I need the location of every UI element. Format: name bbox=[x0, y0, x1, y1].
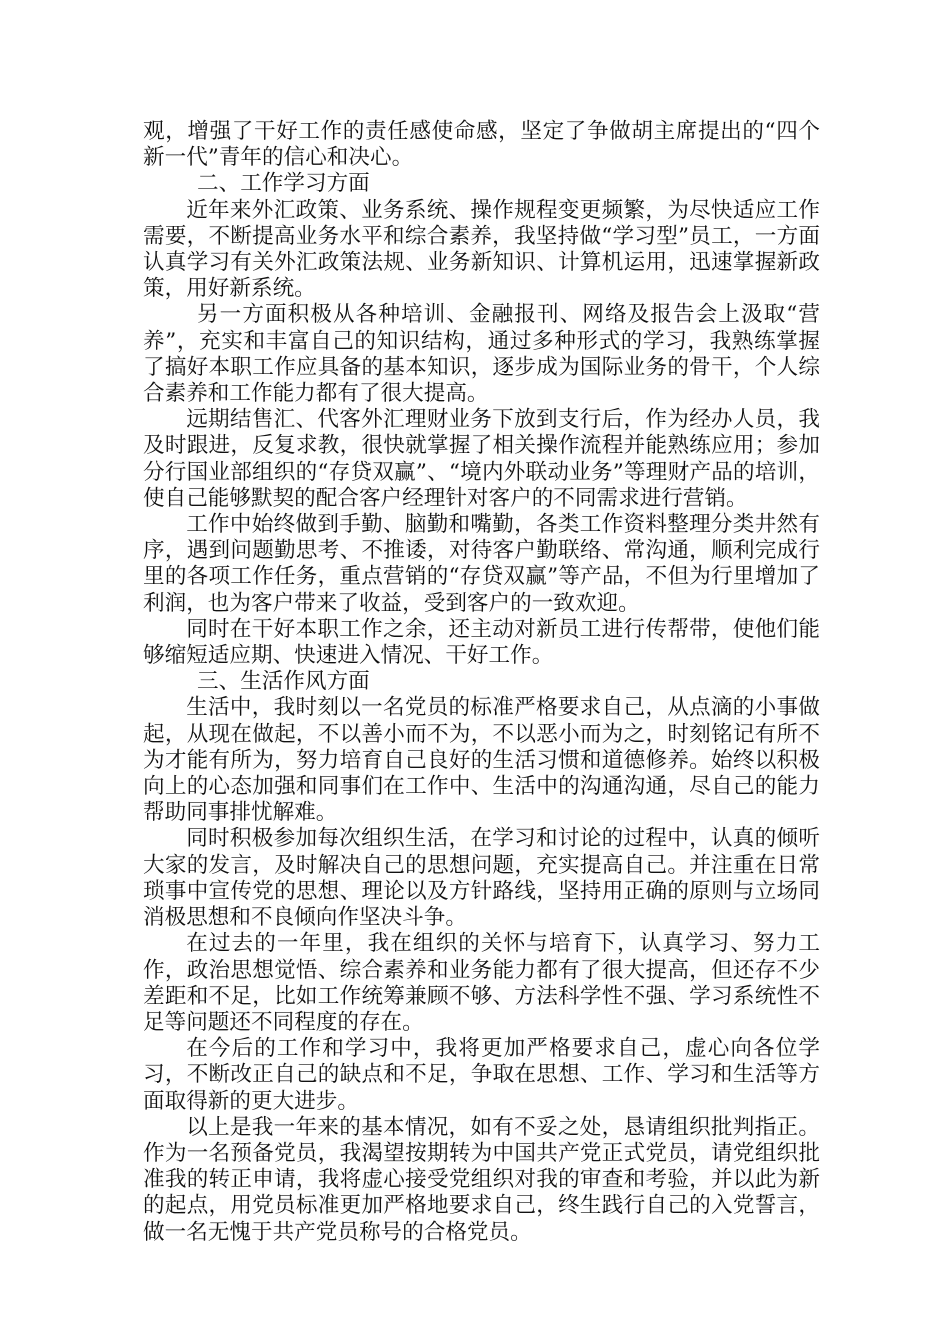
paragraph-future: 在今后的工作和学习中，我将更加严格要求自己，虚心向各位学习，不断改正自己的缺点和不足，争取在思想、工作、学习和生活等方面取得新的更大进步。 bbox=[143, 1036, 820, 1114]
paragraph-forex-business: 远期结售汇、代客外汇理财业务下放到支行后，作为经办人员，我及时跟进，反复求教，很快就掌握了相关操作流程并能熟练应用；参加分行国业部组织的“存贷双赢”、“境内外联动业务”等理财产品的培训，使自己能够默契的配合客户经理针对客户的不同需求进行营销。 bbox=[143, 407, 820, 511]
paragraph-continuation: 观，增强了干好工作的责任感使命感，坚定了争做胡主席提出的“四个新一代”青年的信心和决心。 bbox=[143, 119, 820, 171]
section-heading-work-study: 二、工作学习方面 bbox=[197, 171, 370, 197]
paragraph-study-training: 另一方面积极从各种培训、金融报刊、网络及报告会上汲取“营养”，充实和丰富自己的知识结构，通过多种形式的学习，我熟练掌握了搞好本职工作应具备的基本知识，逐步成为国际业务的骨干，个人综合素养和工作能力都有了很大提高。 bbox=[143, 302, 820, 407]
section-heading-lifestyle: 三、生活作风方面 bbox=[197, 669, 370, 695]
paragraph-organization-life: 同时积极参加每次组织生活，在学习和讨论的过程中，认真的倾听大家的发言，及时解决自己的思想问题，充实提高自己。并注重在日常琐事中宣传党的思想、理论以及方针路线，坚持用正确的原则与立场同消极思想和不良倾向作坚决斗争。 bbox=[143, 826, 820, 931]
paragraph-mentoring: 同时在干好本职工作之余，还主动对新员工进行传帮带，使他们能够缩短适应期、快速进入情况、干好工作。 bbox=[143, 616, 820, 669]
paragraph-conclusion: 以上是我一年来的基本情况，如有不妥之处，恳请组织批判指正。作为一名预备党员，我渴望按期转为中国共产党正式党员，请党组织批准我的转正申请，我将虚心接受党组织对我的审查和考验，并以此为新的起点，用党员标准更加严格地要求自己，终生践行自己的入党誓言，做一名无愧于共产党员称号的合格党员。 bbox=[143, 1114, 820, 1245]
paragraph-past-year: 在过去的一年里，我在组织的关怀与培育下，认真学习、努力工作，政治思想觉悟、综合素养和业务能力都有了很大提高，但还存不少差距和不足，比如工作统筹兼顾不够、方法科学性不强、学习系统性不足等问题还不同程度的存在。 bbox=[143, 931, 820, 1035]
paragraph-work-diligence: 工作中始终做到手勤、脑勤和嘴勤，各类工作资料整理分类井然有序，遇到问题勤思考、不推诿，对待客户勤联络、常沟通，顺利完成行里的各项工作任务，重点营销的“存贷双赢”等产品，不但为行里增加了利润，也为客户带来了收益，受到客户的一致欢迎。 bbox=[143, 512, 820, 616]
document-page bbox=[143, 119, 820, 1246]
paragraph-study-policy: 近年来外汇政策、业务系统、操作规程变更频繁，为尽快适应工作需要，不断提高业务水平和综合素养，我坚持做“学习型”员工，一方面认真学习有关外汇政策法规、业务新知识、计算机运用，迅速掌握新政策，用好新系统。 bbox=[143, 197, 820, 302]
paragraph-life-standards: 生活中，我时刻以一名党员的标准严格要求自己，从点滴的小事做起，从现在做起，不以善小而不为，不以恶小而为之，时刻铭记有所不为才能有所为，努力培育自己良好的生活习惯和道德修养。始终以积极向上的心态加强和同事们在工作中、生活中的沟通沟通，尽自己的能力帮助同事排忧解难。 bbox=[143, 695, 820, 826]
